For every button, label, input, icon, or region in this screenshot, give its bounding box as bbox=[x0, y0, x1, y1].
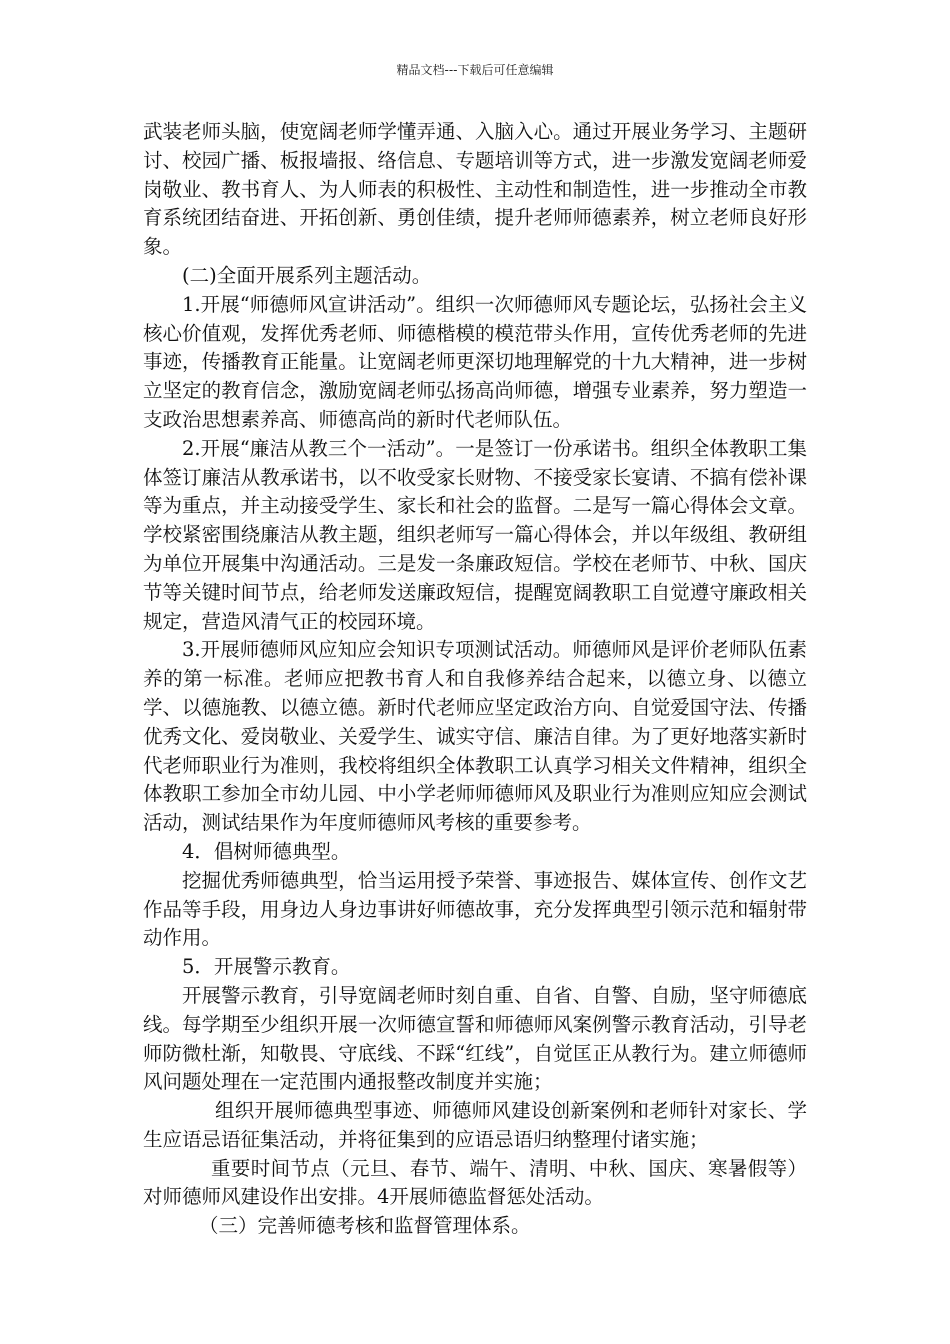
paragraph-item-3: 3.开展师德师风应知应会知识专项测试活动。师德师风是评价老师队伍素养的第一标准。老师应把教书育人和自我修养结合起来，以德立身、以德立学、以德施教、以德立德。新时代老师应坚定政治方向、自觉爱国守法、传播优秀文化、爱岗敬业、关爱学生、诚实守信、廉洁自律。为了更好地落实新时代老师职业行为准则，我校将组织全体教职工认真学习相关文件精神，组织全体教职工参加全市幼儿园、中小学老师师德师风及职业行为准则应知应会测试活动，测试结果作为年度师德师风考核的重要参考。 bbox=[143, 638, 807, 835]
paragraph-item-1: 1.开展“师德师风宣讲活动”。组织一次师德师风专题论坛，弘扬社会主义核心价值观，发挥优秀老师、师德楷模的模范带头作用，宣传优秀老师的先进事迹，传播教育正能量。让宽阔老师更深切地理解党的十九大精神，进一步树立坚定的教育信念，激励宽阔老师弘扬高尚师德，增强专业素养，努力塑造一支政治思想素养高、师德高尚的新时代老师队伍。 bbox=[143, 292, 807, 431]
paragraph-collection-activity: 组织开展师德典型事迹、师德师风建设创新案例和老师针对家长、学生应语忌语征集活动，并将征集到的应语忌语归纳整理付诸实施； bbox=[143, 1099, 807, 1151]
document-body bbox=[143, 118, 807, 1241]
subheading-item-4: 4．倡树师德典型。 bbox=[182, 839, 351, 863]
paragraph-item-4-body: 挖掘优秀师德典型，恰当运用授予荣誉、事迹报告、媒体宣传、创作文艺作品等手段，用身边人身边事讲好师德故事，充分发挥典型引领示范和辐射带动作用。 bbox=[143, 868, 807, 950]
page-header: 精品文档---下载后可任意编辑 bbox=[396, 63, 554, 77]
section-heading-3: （三）完善师德考核和监督管理体系。 bbox=[199, 1214, 531, 1238]
paragraph-1: 武装老师头脑，使宽阔老师学懂弄通、入脑入心。通过开展业务学习、主题研讨、校园广播、板报墙报、络信息、专题培训等方式，进一步激发宽阔老师爱岗敬业、教书育人、为人师表的积极性、主动性和制造性，进一步推动全市教育系统团结奋进、开拓创新、勇创佳绩，提升老师师德素养，树立老师良好形象。 bbox=[143, 120, 807, 259]
paragraph-key-dates: 重要时间节点（元旦、春节、端午、清明、中秋、国庆、寒暑假等）对师德师风建设作出安排。4开展师德监督惩处活动。 bbox=[143, 1156, 807, 1209]
subheading-item-5: 5．开展警示教育。 bbox=[182, 955, 351, 979]
paragraph-item-2: 2.开展“廉洁从教三个一活动”。一是签订一份承诺书。组织全体教职工集体签订廉洁从教承诺书，以不收受家长财物、不接受家长宴请、不搞有偿补课等为重点，并主动接受学生、家长和社会的监督。二是写一篇心得体会文章。学校紧密围绕廉洁从教主题，组织老师写一篇心得体会，并以年级组、教研组为单位开展集中沟通活动。三是发一条廉政短信。学校在老师节、中秋、国庆节等关键时间节点，给老师发送廉政短信，提醒宽阔教职工自觉遵守廉政相关规定，营造风清气正的校园环境。 bbox=[143, 436, 807, 633]
section-heading-2: (二)全面开展系列主题活动。 bbox=[182, 263, 432, 287]
paragraph-item-5-body: 开展警示教育，引导宽阔老师时刻自重、自省、自警、自励，坚守师德底线。每学期至少组织开展一次师德宣誓和师德师风案例警示教育活动，引导老师防微杜渐，知敬畏、守底线、不踩“红线”，自觉匡正从教行为。建立师德师风问题处理在一定范围内通报整改制度并实施； bbox=[143, 983, 807, 1094]
